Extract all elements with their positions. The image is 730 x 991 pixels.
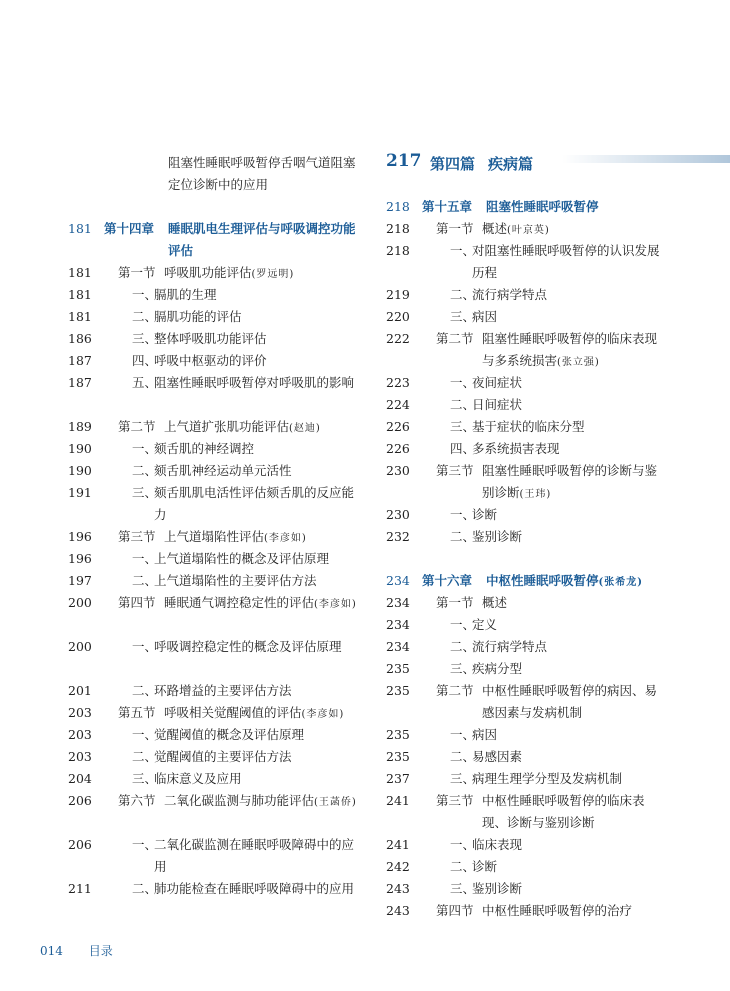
entry-label: 二、	[450, 639, 476, 654]
entry-title: 诊断	[472, 507, 498, 522]
part-gradient-bar	[562, 155, 730, 163]
entry-page-number: 197	[68, 573, 92, 588]
entry-label: 一、	[450, 837, 476, 852]
entry-page-number: 226	[386, 441, 410, 456]
entry-title: 肺功能检查在睡眠呼吸障碍中的应用	[154, 881, 355, 896]
entry-label: 一、	[450, 375, 476, 390]
toc-entry[interactable]	[68, 724, 360, 746]
entry-title: 流行病学特点	[472, 287, 548, 302]
entry-title: 鉴别诊断	[472, 529, 523, 544]
entry-page-number: 218	[386, 199, 410, 214]
toc-entry[interactable]	[68, 218, 360, 262]
entry-author: (李彦如)	[301, 709, 345, 720]
toc-entry[interactable]	[386, 328, 662, 372]
toc-entry[interactable]	[386, 768, 662, 790]
entry-label: 二、	[450, 287, 476, 302]
entry-author: (罗远明)	[251, 269, 295, 280]
entry-page-number: 224	[386, 397, 410, 412]
entry-title: 病理生理学分型及发病机制	[472, 771, 623, 786]
part-heading[interactable]	[386, 147, 666, 177]
entry-page-number: 219	[386, 287, 410, 302]
toc-entry[interactable]	[386, 438, 662, 460]
toc-entry[interactable]	[386, 218, 662, 240]
entry-label: 第三节	[436, 463, 474, 478]
entry-title: 中枢性睡眠呼吸暂停	[486, 573, 599, 588]
entry-title: 阻塞性睡眠呼吸暂停舌咽气道阻塞定位诊断中的应用	[168, 155, 356, 192]
entry-label: 三、	[450, 309, 476, 324]
entry-label: 一、	[132, 441, 158, 456]
entry-label: 一、	[450, 617, 476, 632]
toc-entry[interactable]	[68, 768, 360, 790]
entry-title: 病因	[472, 727, 498, 742]
entry-title: 颏舌肌神经运动单元活性	[154, 463, 292, 478]
toc-entry[interactable]	[68, 548, 360, 570]
part-page-number: 217	[386, 151, 422, 171]
entry-title: 流行病学特点	[472, 639, 548, 654]
entry-title: 阻塞性睡眠呼吸暂停对呼吸肌的影响	[154, 375, 355, 390]
toc-entry[interactable]	[386, 372, 662, 394]
toc-entry[interactable]	[386, 570, 662, 592]
entry-title: 概述	[482, 595, 508, 610]
entry-title: 环路增益的主要评估方法	[154, 683, 292, 698]
entry-title: 鉴别诊断	[472, 881, 523, 896]
entry-title: 上气道塌陷性的主要评估方法	[154, 573, 317, 588]
toc-entry[interactable]	[68, 284, 360, 306]
entry-label: 二、	[132, 881, 158, 896]
entry-page-number: 242	[386, 859, 410, 874]
entry-label: 二、	[132, 309, 158, 324]
entry-label: 二、	[450, 397, 476, 412]
entry-title: 夜间症状	[472, 375, 523, 390]
entry-label: 三、	[132, 485, 158, 500]
entry-page-number: 186	[68, 331, 92, 346]
entry-label: 第三节	[118, 529, 156, 544]
entry-label: 一、	[132, 727, 158, 742]
toc-entry[interactable]	[68, 262, 360, 284]
entry-page-number: 206	[68, 793, 92, 808]
entry-label: 三、	[450, 771, 476, 786]
entry-title: 阻塞性睡眠呼吸暂停的诊断与鉴别诊断	[482, 463, 658, 500]
entry-author: (赵迪)	[289, 423, 321, 434]
toc-entry[interactable]	[68, 834, 360, 878]
entry-page-number: 235	[386, 727, 410, 742]
toc-entry[interactable]	[386, 416, 662, 438]
entry-label: 二、	[132, 749, 158, 764]
toc-entry[interactable]	[68, 328, 360, 350]
entry-title: 阻塞性睡眠呼吸暂停	[486, 199, 599, 214]
entry-page-number: 206	[68, 837, 92, 852]
entry-page-number: 196	[68, 529, 92, 544]
toc-entry[interactable]	[386, 878, 662, 900]
entry-author: (叶京英)	[507, 225, 550, 236]
toc-entry[interactable]	[386, 856, 662, 878]
entry-title: 临床意义及应用	[154, 771, 242, 786]
entry-title: 呼吸肌功能评估	[164, 265, 252, 280]
entry-title: 病因	[472, 309, 498, 324]
entry-title: 觉醒阈值的概念及评估原理	[154, 727, 305, 742]
entry-label: 五、	[132, 375, 158, 390]
entry-label: 二、	[132, 463, 158, 478]
entry-label: 二、	[132, 683, 158, 698]
entry-label: 第五节	[118, 705, 156, 720]
entry-page-number: 235	[386, 749, 410, 764]
toc-entry[interactable]	[386, 636, 662, 658]
entry-author: (张希龙)	[598, 577, 643, 588]
entry-label: 一、	[450, 243, 476, 258]
entry-page-number: 234	[386, 617, 410, 632]
entry-title: 整体呼吸肌功能评估	[154, 331, 267, 346]
entry-page-number: 201	[68, 683, 92, 698]
entry-page-number: 230	[386, 463, 410, 478]
entry-label: 第二节	[436, 331, 474, 346]
entry-title: 中枢性睡眠呼吸暂停的病因、易感因素与发病机制	[482, 683, 658, 720]
entry-page-number: 234	[386, 573, 410, 588]
entry-label: 第二节	[118, 419, 156, 434]
entry-label: 三、	[450, 881, 476, 896]
toc-entry[interactable]	[68, 636, 360, 680]
entry-page-number: 181	[68, 309, 92, 324]
toc-entry[interactable]	[386, 394, 662, 416]
entry-title: 上气道塌陷性的概念及评估原理	[154, 551, 330, 566]
toc-entry[interactable]	[68, 680, 360, 702]
entry-page-number: 211	[68, 881, 92, 896]
entry-title: 对阻塞性睡眠呼吸暂停的认识发展历程	[472, 243, 660, 280]
toc-entry[interactable]	[68, 526, 360, 548]
toc-entry[interactable]	[386, 746, 662, 768]
entry-label: 一、	[450, 507, 476, 522]
toc-entry[interactable]	[386, 680, 662, 724]
entry-page-number: 234	[386, 595, 410, 610]
entry-page-number: 187	[68, 375, 92, 390]
toc-entry[interactable]	[68, 438, 360, 460]
toc-entry[interactable]	[386, 834, 662, 856]
entry-label: 一、	[132, 551, 158, 566]
toc-entry[interactable]	[386, 196, 662, 218]
page-footer	[40, 942, 135, 959]
entry-label: 第六节	[118, 793, 156, 808]
entry-title: 呼吸相关觉醒阈值的评估	[164, 705, 302, 720]
entry-label: 一、	[450, 727, 476, 742]
part-title: 疾病篇	[488, 155, 534, 173]
entry-page-number: 234	[386, 639, 410, 654]
entry-label: 三、	[450, 661, 476, 676]
entry-title: 概述	[482, 221, 508, 236]
entry-title: 颏舌肌的神经调控	[154, 441, 255, 456]
entry-page-number: 241	[386, 837, 410, 852]
toc-entry[interactable]	[68, 746, 360, 768]
entry-page-number: 237	[386, 771, 410, 786]
toc-entry[interactable]	[68, 482, 360, 526]
entry-page-number: 187	[68, 353, 92, 368]
entry-title: 睡眠通气调控稳定性的评估	[164, 595, 315, 610]
entry-page-number: 226	[386, 419, 410, 434]
entry-page-number: 235	[386, 661, 410, 676]
entry-title: 睡眠肌电生理评估与呼吸调控功能评估	[168, 221, 356, 258]
toc-entry[interactable]	[386, 284, 662, 306]
entry-title: 颏舌肌肌电活性评估颏舌肌的反应能力	[154, 485, 355, 522]
entry-label: 第一节	[436, 221, 474, 236]
toc-entry[interactable]	[68, 152, 360, 196]
entry-page-number: 190	[68, 463, 92, 478]
toc-entry[interactable]	[68, 592, 360, 636]
entry-page-number: 181	[68, 265, 92, 280]
toc-entry[interactable]	[386, 658, 662, 680]
toc-entry[interactable]	[68, 350, 360, 372]
toc-entry[interactable]	[68, 372, 360, 416]
entry-page-number: 203	[68, 727, 92, 742]
toc-entry[interactable]	[386, 592, 662, 614]
entry-page-number: 223	[386, 375, 410, 390]
entry-page-number: 181	[68, 221, 92, 236]
entry-author: (张立强)	[557, 357, 600, 368]
footer-page-number: 014	[40, 944, 63, 958]
entry-page-number: 241	[386, 793, 410, 808]
entry-title: 临床表现	[472, 837, 523, 852]
toc-entry[interactable]	[386, 460, 662, 504]
entry-label: 四、	[132, 353, 158, 368]
entry-label: 三、	[450, 419, 476, 434]
entry-page-number: 218	[386, 221, 410, 236]
toc-entry[interactable]	[68, 570, 360, 592]
toc-entry[interactable]	[68, 416, 360, 438]
entry-label: 第四节	[436, 903, 474, 918]
entry-page-number: 203	[68, 705, 92, 720]
entry-page-number: 200	[68, 639, 92, 654]
entry-title: 二氧化碳监测与肺功能评估	[164, 793, 315, 808]
entry-page-number: 189	[68, 419, 92, 434]
entry-title: 诊断	[472, 859, 498, 874]
entry-author: (李彦如)	[314, 599, 357, 610]
part-label: 第四篇	[430, 155, 476, 173]
entry-title: 疾病分型	[472, 661, 523, 676]
toc-entry[interactable]	[386, 614, 662, 636]
entry-label: 第一节	[118, 265, 156, 280]
entry-label: 三、	[132, 331, 158, 346]
entry-title: 膈肌功能的评估	[154, 309, 242, 324]
entry-page-number: 232	[386, 529, 410, 544]
toc-entry[interactable]	[386, 504, 662, 526]
entry-page-number: 181	[68, 287, 92, 302]
entry-title: 多系统损害表现	[472, 441, 560, 456]
toc-entry[interactable]	[68, 878, 360, 922]
entry-label: 一、	[132, 837, 158, 852]
entry-page-number: 196	[68, 551, 92, 566]
toc-entry[interactable]	[386, 526, 662, 548]
entry-title: 易感因素	[472, 749, 523, 764]
toc-entry[interactable]	[386, 900, 662, 922]
entry-page-number: 243	[386, 881, 410, 896]
entry-author: (王玮)	[519, 489, 552, 500]
entry-title: 觉醒阈值的主要评估方法	[154, 749, 292, 764]
entry-label: 第十四章	[104, 221, 155, 236]
entry-label: 一、	[132, 287, 158, 302]
toc-entry[interactable]	[68, 460, 360, 482]
entry-page-number: 191	[68, 485, 92, 500]
entry-author: (李彦如)	[264, 533, 307, 544]
entry-page-number: 243	[386, 903, 410, 918]
entry-label: 第四节	[118, 595, 156, 610]
entry-page-number: 190	[68, 441, 92, 456]
entry-label: 第一节	[436, 595, 474, 610]
entry-title: 二氧化碳监测在睡眠呼吸障碍中的应用	[154, 837, 355, 874]
entry-page-number: 204	[68, 771, 92, 786]
entry-label: 四、	[450, 441, 476, 456]
entry-label: 二、	[132, 573, 158, 588]
toc-entry[interactable]	[386, 240, 662, 284]
entry-title: 上气道塌陷性评估	[164, 529, 265, 544]
entry-title: 呼吸调控稳定性的概念及评估原理	[154, 639, 342, 654]
entry-title: 膈肌的生理	[154, 287, 217, 302]
toc-entry[interactable]	[68, 702, 360, 724]
entry-label: 一、	[132, 639, 158, 654]
entry-page-number: 218	[386, 243, 410, 258]
entry-label: 二、	[450, 749, 476, 764]
entry-label: 第三节	[436, 793, 474, 808]
entry-label: 第十五章	[422, 199, 473, 214]
entry-label: 三、	[132, 771, 158, 786]
footer-label: 目录	[88, 944, 113, 958]
entry-title: 呼吸中枢驱动的评价	[154, 353, 267, 368]
toc-entry[interactable]	[386, 790, 662, 834]
entry-page-number: 222	[386, 331, 410, 346]
entry-page-number: 203	[68, 749, 92, 764]
entry-title: 阻塞性睡眠呼吸暂停的临床表现与多系统损害	[482, 331, 658, 368]
entry-page-number: 200	[68, 595, 92, 610]
toc-entry[interactable]	[68, 306, 360, 328]
entry-author: (王菡侨)	[314, 797, 357, 808]
toc-entry[interactable]	[386, 724, 662, 746]
entry-title: 中枢性睡眠呼吸暂停的临床表现、诊断与鉴别诊断	[482, 793, 645, 830]
entry-title: 中枢性睡眠呼吸暂停的治疗	[482, 903, 633, 918]
entry-title: 定义	[472, 617, 498, 632]
entry-title: 基于症状的临床分型	[472, 419, 585, 434]
entry-title: 日间症状	[472, 397, 523, 412]
toc-entry[interactable]	[68, 790, 360, 834]
entry-label: 二、	[450, 529, 476, 544]
entry-page-number: 230	[386, 507, 410, 522]
toc-entry[interactable]	[386, 306, 662, 328]
entry-label: 二、	[450, 859, 476, 874]
entry-page-number: 220	[386, 309, 410, 324]
entry-title: 上气道扩张肌功能评估	[164, 419, 290, 434]
entry-page-number: 235	[386, 683, 410, 698]
entry-label: 第十六章	[422, 573, 473, 588]
entry-label: 第二节	[436, 683, 474, 698]
